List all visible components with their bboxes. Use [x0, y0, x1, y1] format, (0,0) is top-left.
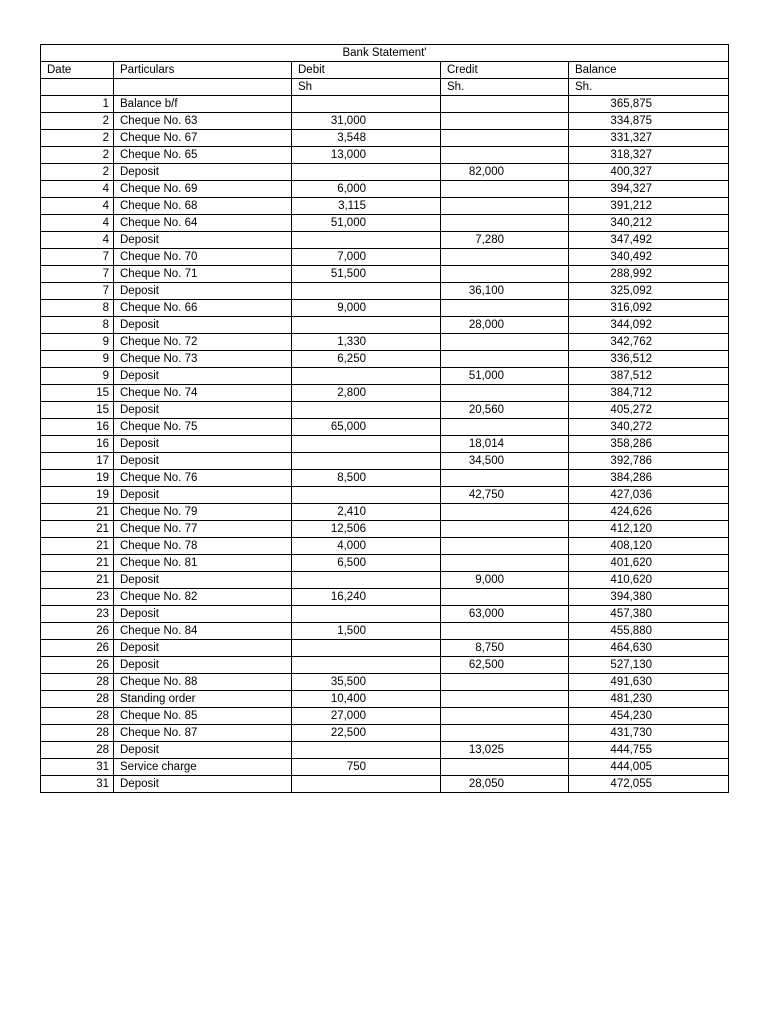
table-row	[41, 589, 729, 606]
particulars-cell: Deposit	[114, 742, 292, 759]
particulars-cell: Cheque No. 65	[114, 147, 292, 164]
particulars-cell: Cheque No. 82	[114, 589, 292, 606]
date-cell: 28	[41, 674, 114, 691]
balance-cell: 527,130	[569, 657, 729, 674]
date-cell: 31	[41, 776, 114, 793]
date-cell: 8	[41, 317, 114, 334]
credit-cell	[441, 351, 569, 368]
table-row	[41, 453, 729, 470]
table-row	[41, 334, 729, 351]
balance-cell: 408,120	[569, 538, 729, 555]
statement-body	[41, 96, 729, 793]
balance-cell: 365,875	[569, 96, 729, 113]
date-cell: 2	[41, 113, 114, 130]
debit-cell: 6,500	[292, 555, 441, 572]
particulars-cell: Cheque No. 69	[114, 181, 292, 198]
credit-cell	[441, 623, 569, 640]
debit-cell	[292, 96, 441, 113]
debit-cell: 27,000	[292, 708, 441, 725]
credit-header: Credit	[441, 62, 569, 79]
balance-cell: 288,992	[569, 266, 729, 283]
debit-cell: 12,506	[292, 521, 441, 538]
credit-cell	[441, 504, 569, 521]
particulars-cell: Deposit	[114, 606, 292, 623]
particulars-cell: Cheque No. 77	[114, 521, 292, 538]
table-row	[41, 181, 729, 198]
debit-cell: 65,000	[292, 419, 441, 436]
debit-cell: 8,500	[292, 470, 441, 487]
particulars-cell: Deposit	[114, 368, 292, 385]
particulars-cell: Cheque No. 84	[114, 623, 292, 640]
debit-cell: 6,000	[292, 181, 441, 198]
header-row	[41, 62, 729, 79]
date-cell: 4	[41, 198, 114, 215]
date-cell: 9	[41, 334, 114, 351]
credit-cell: 63,000	[441, 606, 569, 623]
credit-cell	[441, 181, 569, 198]
balance-cell: 410,620	[569, 572, 729, 589]
particulars-cell: Cheque No. 70	[114, 249, 292, 266]
bank-statement-table	[40, 44, 729, 793]
credit-cell	[441, 300, 569, 317]
credit-cell: 8,750	[441, 640, 569, 657]
credit-cell	[441, 725, 569, 742]
particulars-cell: Cheque No. 73	[114, 351, 292, 368]
balance-cell: 454,230	[569, 708, 729, 725]
date-cell: 4	[41, 181, 114, 198]
date-cell: 26	[41, 657, 114, 674]
debit-cell: 2,800	[292, 385, 441, 402]
balance-cell: 400,327	[569, 164, 729, 181]
debit-cell: 7,000	[292, 249, 441, 266]
balance-cell: 347,492	[569, 232, 729, 249]
particulars-cell: Cheque No. 72	[114, 334, 292, 351]
date-cell: 26	[41, 640, 114, 657]
debit-cell	[292, 572, 441, 589]
date-cell: 31	[41, 759, 114, 776]
credit-cell: 42,750	[441, 487, 569, 504]
credit-cell	[441, 113, 569, 130]
balance-cell: 401,620	[569, 555, 729, 572]
table-row	[41, 504, 729, 521]
balance-cell: 427,036	[569, 487, 729, 504]
particulars-cell: Deposit	[114, 283, 292, 300]
particulars-cell: Deposit	[114, 436, 292, 453]
balance-cell: 491,630	[569, 674, 729, 691]
credit-cell	[441, 130, 569, 147]
debit-cell	[292, 487, 441, 504]
particulars-cell: Cheque No. 76	[114, 470, 292, 487]
debit-cell	[292, 317, 441, 334]
debit-cell	[292, 606, 441, 623]
debit-header: Debit	[292, 62, 441, 79]
credit-cell	[441, 147, 569, 164]
credit-cell	[441, 589, 569, 606]
debit-unit: Sh	[292, 79, 441, 96]
table-row	[41, 674, 729, 691]
debit-cell: 3,115	[292, 198, 441, 215]
particulars-cell: Cheque No. 85	[114, 708, 292, 725]
particulars-cell: Cheque No. 88	[114, 674, 292, 691]
balance-cell: 444,005	[569, 759, 729, 776]
date-cell: 19	[41, 470, 114, 487]
balance-cell: 316,092	[569, 300, 729, 317]
balance-cell: 387,512	[569, 368, 729, 385]
date-cell: 2	[41, 164, 114, 181]
table-row	[41, 521, 729, 538]
credit-cell	[441, 674, 569, 691]
table-row	[41, 96, 729, 113]
debit-cell	[292, 283, 441, 300]
date-cell: 21	[41, 572, 114, 589]
balance-header: Balance	[569, 62, 729, 79]
particulars-cell: Deposit	[114, 453, 292, 470]
balance-cell: 384,712	[569, 385, 729, 402]
balance-cell: 358,286	[569, 436, 729, 453]
credit-cell	[441, 385, 569, 402]
date-cell: 9	[41, 351, 114, 368]
particulars-unit-cell	[114, 79, 292, 96]
debit-cell: 1,500	[292, 623, 441, 640]
date-cell: 28	[41, 691, 114, 708]
credit-cell	[441, 266, 569, 283]
particulars-cell: Cheque No. 67	[114, 130, 292, 147]
table-row	[41, 708, 729, 725]
date-cell: 7	[41, 266, 114, 283]
date-cell: 16	[41, 419, 114, 436]
title-row	[41, 45, 729, 62]
table-row	[41, 623, 729, 640]
credit-cell: 7,280	[441, 232, 569, 249]
date-cell: 4	[41, 215, 114, 232]
credit-cell: 9,000	[441, 572, 569, 589]
debit-cell: 9,000	[292, 300, 441, 317]
balance-cell: 412,120	[569, 521, 729, 538]
credit-cell	[441, 215, 569, 232]
table-row	[41, 555, 729, 572]
balance-cell: 431,730	[569, 725, 729, 742]
particulars-cell: Deposit	[114, 657, 292, 674]
particulars-cell: Standing order	[114, 691, 292, 708]
credit-cell: 82,000	[441, 164, 569, 181]
particulars-cell: Deposit	[114, 317, 292, 334]
date-cell: 21	[41, 504, 114, 521]
table-row	[41, 487, 729, 504]
particulars-cell: Balance b/f	[114, 96, 292, 113]
balance-cell: 340,212	[569, 215, 729, 232]
particulars-cell: Cheque No. 87	[114, 725, 292, 742]
credit-cell	[441, 708, 569, 725]
debit-cell	[292, 742, 441, 759]
table-row	[41, 402, 729, 419]
particulars-cell: Deposit	[114, 402, 292, 419]
balance-cell: 334,875	[569, 113, 729, 130]
debit-cell	[292, 453, 441, 470]
table-row	[41, 725, 729, 742]
credit-cell	[441, 538, 569, 555]
balance-cell: 424,626	[569, 504, 729, 521]
date-cell: 1	[41, 96, 114, 113]
table-row	[41, 198, 729, 215]
table-row	[41, 385, 729, 402]
table-row	[41, 232, 729, 249]
particulars-cell: Cheque No. 66	[114, 300, 292, 317]
balance-cell: 340,492	[569, 249, 729, 266]
credit-cell	[441, 555, 569, 572]
table-row	[41, 368, 729, 385]
date-cell: 7	[41, 249, 114, 266]
date-cell: 4	[41, 232, 114, 249]
balance-cell: 394,380	[569, 589, 729, 606]
date-cell: 9	[41, 368, 114, 385]
balance-cell: 464,630	[569, 640, 729, 657]
particulars-cell: Deposit	[114, 487, 292, 504]
credit-cell: 28,000	[441, 317, 569, 334]
date-cell: 21	[41, 555, 114, 572]
table-row	[41, 317, 729, 334]
particulars-cell: Deposit	[114, 572, 292, 589]
table-row	[41, 538, 729, 555]
debit-cell: 35,500	[292, 674, 441, 691]
date-cell: 28	[41, 708, 114, 725]
table-row	[41, 147, 729, 164]
credit-cell: 34,500	[441, 453, 569, 470]
debit-cell: 31,000	[292, 113, 441, 130]
particulars-cell: Cheque No. 74	[114, 385, 292, 402]
date-unit-cell	[41, 79, 114, 96]
particulars-cell: Deposit	[114, 640, 292, 657]
debit-cell: 51,500	[292, 266, 441, 283]
date-cell: 28	[41, 742, 114, 759]
table-row	[41, 572, 729, 589]
credit-cell: 18,014	[441, 436, 569, 453]
particulars-cell: Cheque No. 68	[114, 198, 292, 215]
balance-cell: 336,512	[569, 351, 729, 368]
balance-cell: 340,272	[569, 419, 729, 436]
debit-cell: 2,410	[292, 504, 441, 521]
balance-cell: 325,092	[569, 283, 729, 300]
table-row	[41, 657, 729, 674]
table-row	[41, 419, 729, 436]
balance-unit: Sh.	[569, 79, 729, 96]
date-cell: 15	[41, 385, 114, 402]
balance-cell: 392,786	[569, 453, 729, 470]
balance-cell: 391,212	[569, 198, 729, 215]
credit-cell	[441, 249, 569, 266]
date-cell: 15	[41, 402, 114, 419]
credit-cell	[441, 521, 569, 538]
particulars-cell: Deposit	[114, 164, 292, 181]
date-header: Date	[41, 62, 114, 79]
date-cell: 28	[41, 725, 114, 742]
debit-cell: 6,250	[292, 351, 441, 368]
balance-cell: 472,055	[569, 776, 729, 793]
debit-cell: 750	[292, 759, 441, 776]
debit-cell	[292, 776, 441, 793]
statement-title: Bank Statement'	[41, 45, 729, 62]
balance-cell: 457,380	[569, 606, 729, 623]
table-row	[41, 164, 729, 181]
balance-cell: 394,327	[569, 181, 729, 198]
balance-cell: 405,272	[569, 402, 729, 419]
debit-cell	[292, 164, 441, 181]
debit-cell: 3,548	[292, 130, 441, 147]
particulars-cell: Deposit	[114, 232, 292, 249]
table-row	[41, 215, 729, 232]
credit-cell	[441, 470, 569, 487]
date-cell: 26	[41, 623, 114, 640]
particulars-cell: Cheque No. 64	[114, 215, 292, 232]
credit-cell: 51,000	[441, 368, 569, 385]
date-cell: 8	[41, 300, 114, 317]
credit-cell: 36,100	[441, 283, 569, 300]
balance-cell: 455,880	[569, 623, 729, 640]
particulars-header: Particulars	[114, 62, 292, 79]
table-row	[41, 691, 729, 708]
date-cell: 7	[41, 283, 114, 300]
table-row	[41, 113, 729, 130]
table-row	[41, 742, 729, 759]
credit-cell: 62,500	[441, 657, 569, 674]
balance-cell: 344,092	[569, 317, 729, 334]
table-row	[41, 606, 729, 623]
particulars-cell: Cheque No. 81	[114, 555, 292, 572]
table-row	[41, 640, 729, 657]
table-row	[41, 470, 729, 487]
date-cell: 23	[41, 589, 114, 606]
credit-unit: Sh.	[441, 79, 569, 96]
date-cell: 23	[41, 606, 114, 623]
balance-cell: 384,286	[569, 470, 729, 487]
particulars-cell: Deposit	[114, 776, 292, 793]
credit-cell: 20,560	[441, 402, 569, 419]
table-row	[41, 351, 729, 368]
particulars-cell: Cheque No. 78	[114, 538, 292, 555]
debit-cell	[292, 402, 441, 419]
table-row	[41, 759, 729, 776]
balance-cell: 342,762	[569, 334, 729, 351]
credit-cell: 13,025	[441, 742, 569, 759]
date-cell: 17	[41, 453, 114, 470]
debit-cell: 16,240	[292, 589, 441, 606]
table-row	[41, 266, 729, 283]
table-row	[41, 283, 729, 300]
balance-cell: 318,327	[569, 147, 729, 164]
date-cell: 21	[41, 521, 114, 538]
credit-cell	[441, 419, 569, 436]
credit-cell	[441, 691, 569, 708]
date-cell: 16	[41, 436, 114, 453]
debit-cell: 22,500	[292, 725, 441, 742]
particulars-cell: Service charge	[114, 759, 292, 776]
date-cell: 21	[41, 538, 114, 555]
debit-cell	[292, 232, 441, 249]
debit-cell	[292, 436, 441, 453]
date-cell: 2	[41, 147, 114, 164]
balance-cell: 331,327	[569, 130, 729, 147]
balance-cell: 481,230	[569, 691, 729, 708]
debit-cell: 51,000	[292, 215, 441, 232]
debit-cell: 4,000	[292, 538, 441, 555]
particulars-cell: Cheque No. 71	[114, 266, 292, 283]
date-cell: 19	[41, 487, 114, 504]
balance-cell: 444,755	[569, 742, 729, 759]
debit-cell	[292, 640, 441, 657]
credit-cell	[441, 334, 569, 351]
credit-cell: 28,050	[441, 776, 569, 793]
credit-cell	[441, 198, 569, 215]
table-row	[41, 436, 729, 453]
debit-cell	[292, 657, 441, 674]
date-cell: 2	[41, 130, 114, 147]
particulars-cell: Cheque No. 75	[114, 419, 292, 436]
credit-cell	[441, 96, 569, 113]
particulars-cell: Cheque No. 79	[114, 504, 292, 521]
debit-cell: 1,330	[292, 334, 441, 351]
particulars-cell: Cheque No. 63	[114, 113, 292, 130]
table-row	[41, 249, 729, 266]
credit-cell	[441, 759, 569, 776]
debit-cell	[292, 368, 441, 385]
table-row	[41, 130, 729, 147]
units-row	[41, 79, 729, 96]
debit-cell: 13,000	[292, 147, 441, 164]
table-row	[41, 776, 729, 793]
debit-cell: 10,400	[292, 691, 441, 708]
table-row	[41, 300, 729, 317]
